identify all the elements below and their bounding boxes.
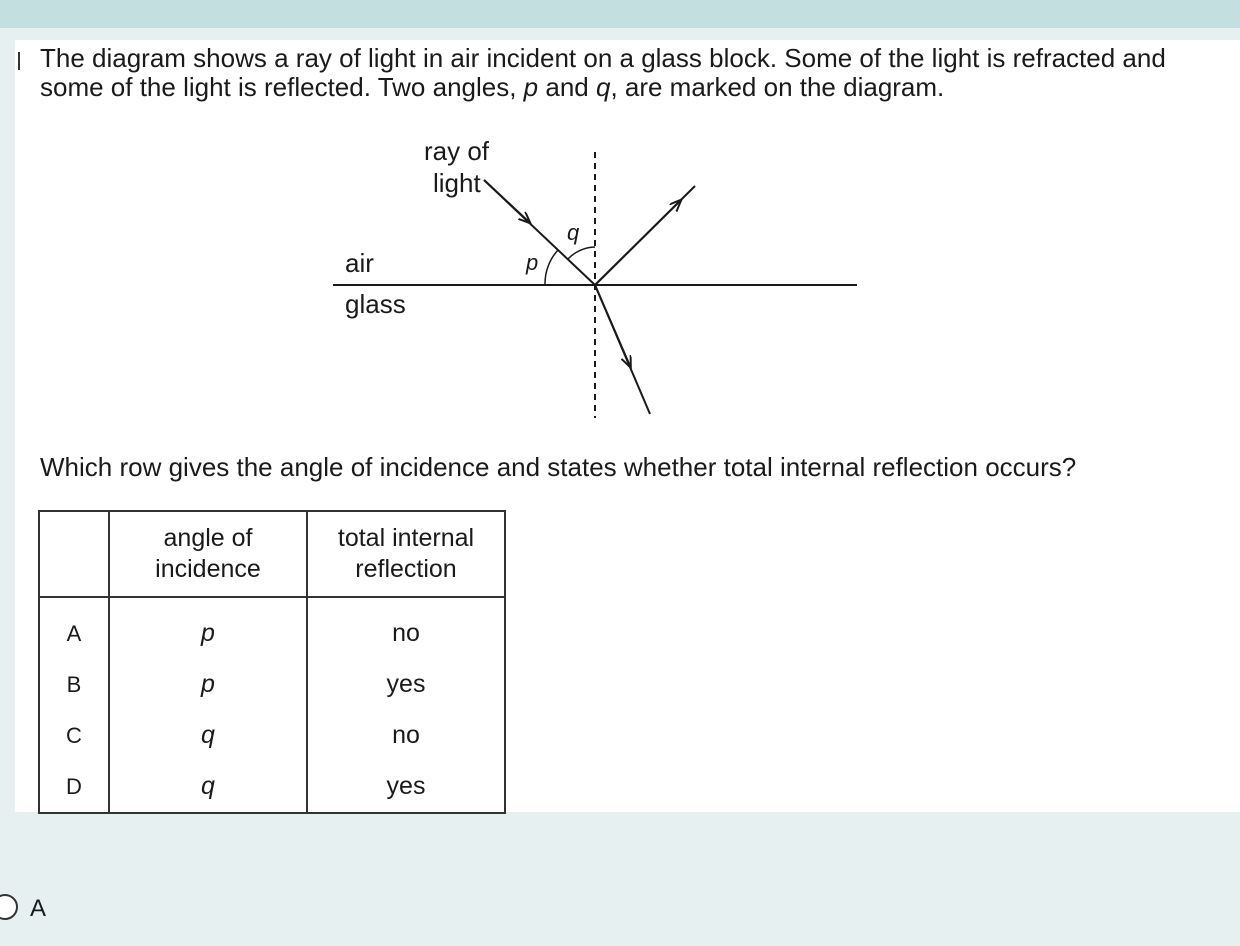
row-tir: no xyxy=(307,710,505,761)
row-angle: q xyxy=(109,710,307,761)
table-header-row xyxy=(39,511,505,597)
top-bar xyxy=(0,0,1240,28)
table-row xyxy=(39,761,505,813)
row-label: B xyxy=(39,659,109,710)
glass-label: glass xyxy=(345,289,406,319)
question-intro xyxy=(40,44,1210,102)
header-tir-line2: reflection xyxy=(355,555,457,583)
table-row xyxy=(39,659,505,710)
table-row xyxy=(39,710,505,761)
row-angle: q xyxy=(109,761,307,813)
refracted-ray-arrow xyxy=(595,285,630,366)
intro-part-1: The diagram shows a ray of light in air incident on a glass block. Some of the light is refracted and some of the light is reflected. Two angles, xyxy=(40,43,1166,102)
angle-p-label: p xyxy=(526,250,539,275)
angle-q-arc xyxy=(568,247,595,259)
row-angle: p xyxy=(109,597,307,659)
table-header-angle xyxy=(109,511,307,597)
intro-angle-q: q xyxy=(595,72,611,102)
row-label: C xyxy=(39,710,109,761)
intro-and: and xyxy=(538,72,596,102)
refraction-diagram xyxy=(320,130,880,430)
row-tir: yes xyxy=(307,659,505,710)
answer-option-label[interactable]: A xyxy=(30,895,47,922)
ray-label-line1: ray of xyxy=(424,136,490,166)
angle-q-label: q xyxy=(567,220,580,245)
row-label: D xyxy=(39,761,109,813)
table-row xyxy=(39,597,505,659)
answer-table xyxy=(38,510,506,814)
row-label: A xyxy=(39,597,109,659)
table-header-tir xyxy=(307,511,505,597)
air-label: air xyxy=(345,248,374,278)
reflected-ray-arrow xyxy=(595,201,680,285)
row-tir: no xyxy=(307,597,505,659)
row-tir: yes xyxy=(307,761,505,813)
header-angle-line1: angle of xyxy=(163,524,253,552)
ray-label-line2: light xyxy=(433,168,481,198)
row-angle: p xyxy=(109,659,307,710)
header-tir-line1: total internal xyxy=(337,524,475,552)
answer-radio-button[interactable] xyxy=(0,894,18,920)
intro-angle-p: p xyxy=(523,72,539,102)
question-prompt: Which row gives the angle of incidence and states whether total internal reflection occurs? xyxy=(40,452,1077,482)
incident-ray-arrow xyxy=(484,180,529,222)
text-cursor xyxy=(18,52,20,70)
table-header-blank xyxy=(39,511,109,597)
header-angle-line2: incidence xyxy=(155,555,261,583)
angle-p-arc xyxy=(545,250,558,285)
intro-part-2: , are marked on the diagram. xyxy=(610,72,945,102)
